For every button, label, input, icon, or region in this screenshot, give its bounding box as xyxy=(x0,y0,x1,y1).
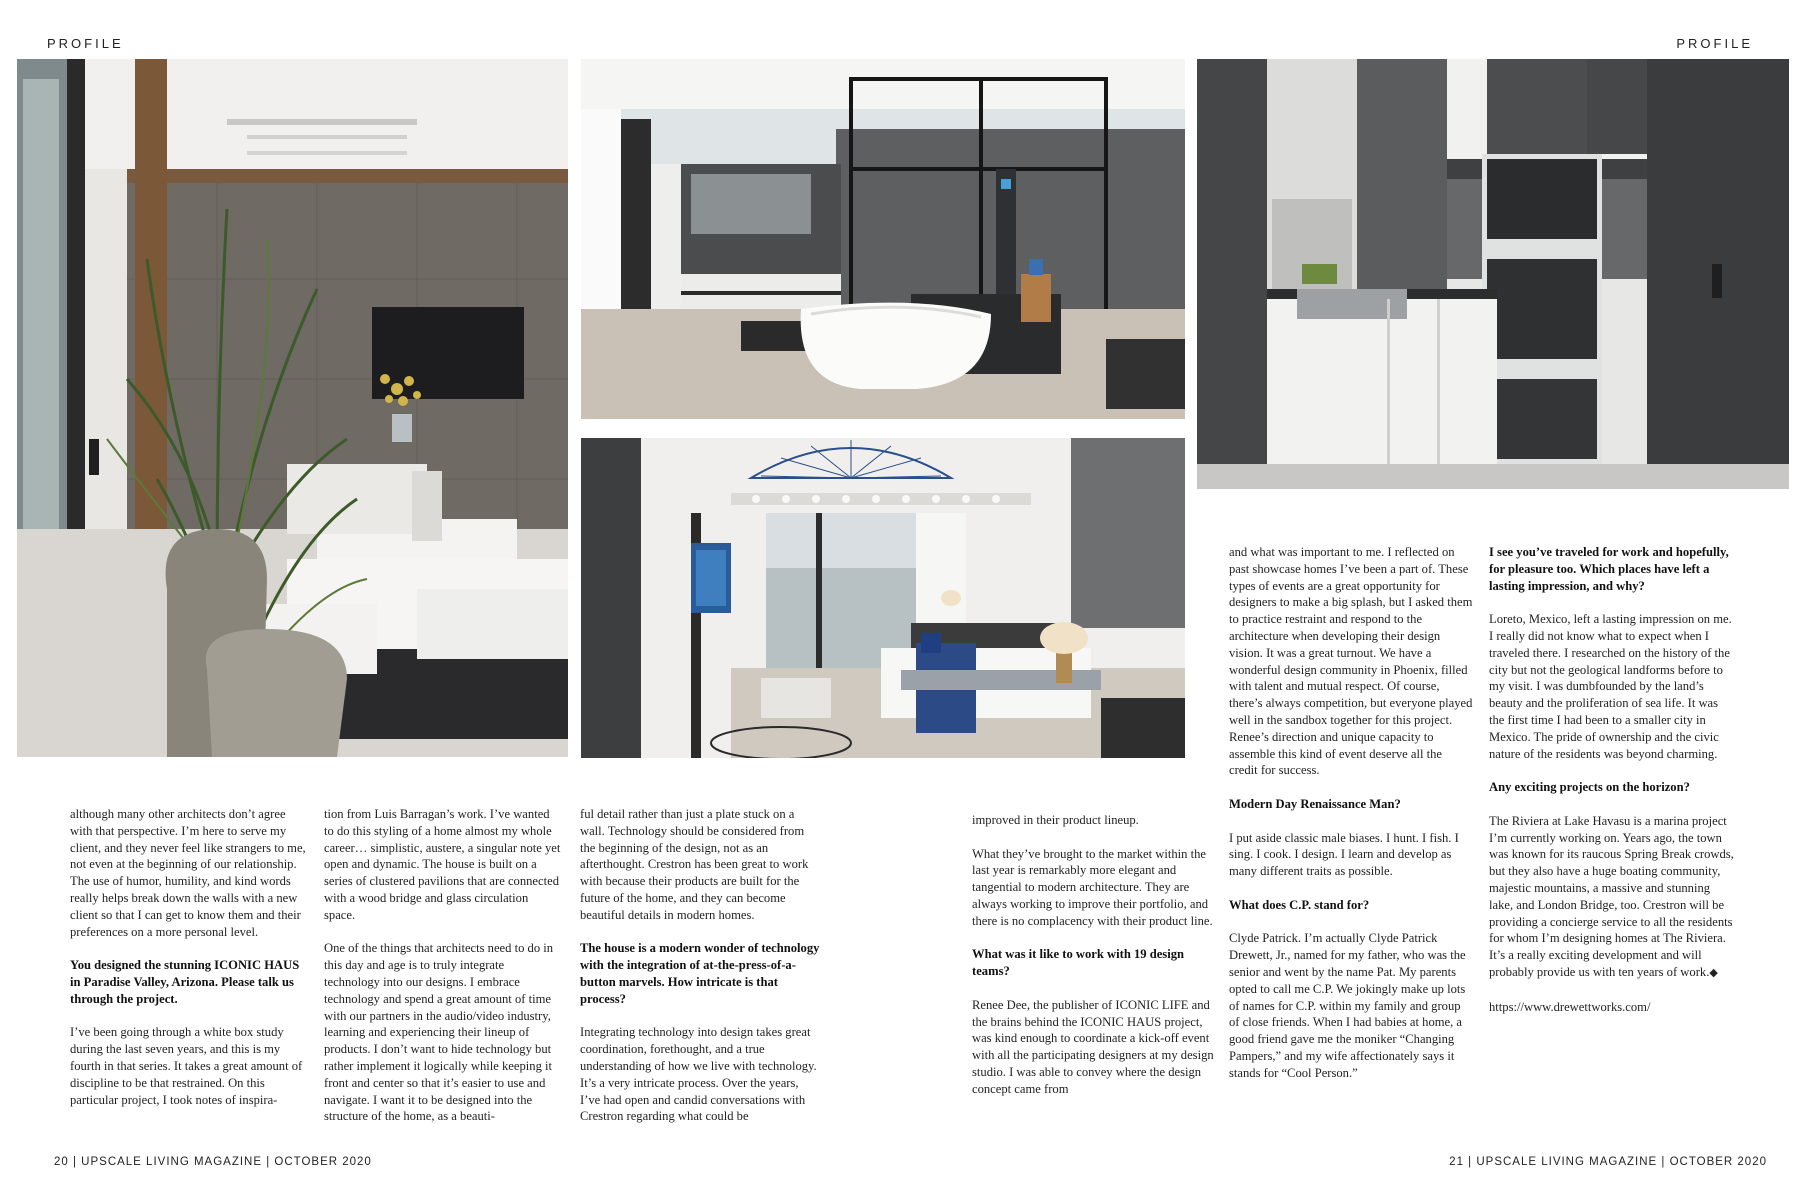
interview-question: What was it like to work with 19 design teams? xyxy=(972,947,1185,979)
section-label-left: PROFILE xyxy=(47,36,124,51)
article-column xyxy=(70,806,306,1108)
paragraph: I put aside classic male biases. I hunt. I fish. I sing. I cook. I design. I learn and develop as many different traits as possible. xyxy=(1229,830,1459,879)
article-column xyxy=(580,806,820,1125)
paragraph: Clyde Patrick. I’m actually Clyde Patrick Drewett, Jr., named for my father, who was the senior and went by the name Pat. My parents opted to call me C.P. We jokingly make up lots of names for C.P. within my family and group of close friends. When I had babies at home, a good friend gave me the moniker “Changing Pampers,” and my wife affectionately says it stands for “Cool Person.” xyxy=(1229,931,1466,1080)
paragraph: Renee Dee, the publisher of ICONIC LIFE and the brains behind the ICONIC HAUS project, was kind enough to coordinate a kick-off event with all the participating designers at my design studio. I was able to convey where the design concept came from xyxy=(972,997,1214,1096)
paragraph: improved in their product lineup. xyxy=(972,813,1139,827)
paragraph: although many other architects don’t agree with that perspective. I’m here to serve my client, and they never feel like strangers to me, not even at the beginning of our relationship. The use of humor, humility, and kind words really helps break down the walls with a new client so that I can get to know them and their preferences on a more personal level. xyxy=(70,807,306,939)
paragraph-text: The Riviera at Lake Havasu is a marina project I’m currently working on. Years ago, the town was known for its raucous Spring Break crowds, but they also have a huge boating community, majestic mountains, a massive and stunning lake, and London Bridge, too. Crestron will be providing a concierge service to all the residents for whom I’m designing homes at The Riviera. It’s a really exciting development and will probably provide us with ten years of work. xyxy=(1489,813,1734,979)
end-mark-icon: ◆ xyxy=(1709,965,1718,979)
interview-question: I see you’ve traveled for work and hopefully, for pleasure too. Which places have left a lasting impression, and why? xyxy=(1489,545,1729,593)
article-column xyxy=(1229,544,1473,1082)
paragraph: Loreto, Mexico, left a lasting impression on me. I really did not know what to expect when I traveled there. I researched on the history of the city but not the geological landforms before to my visit. I was dumbfounded by the land’s beauty and the proliferation of sea life. It was the first time I had been to a smaller city in Mexico. The pride of ownership and the civic nature of the residents was beyond charming. xyxy=(1489,612,1732,761)
bedroom-photo xyxy=(581,438,1185,758)
paragraph: ful detail rather than just a plate stuck on a wall. Technology should be considered from the beginning of the design, not as an afterthought. Crestron has been great to work with because their products are built for the future of the home, and they can become beautiful details in modern homes. xyxy=(580,807,809,922)
footer-left: 20 | UPSCALE LIVING MAGAZINE | OCTOBER 2020 xyxy=(54,1156,372,1168)
interview-question: Any exciting projects on the horizon? xyxy=(1489,780,1690,795)
article-column xyxy=(972,812,1214,1098)
paragraph: One of the things that architects need to do in this day and age is to truly integrate technology into our designs. I embrace technology and spend a great amount of time with our partners in the audio/video industry, learning and experiencing their lineup of products. I don’t want to hide technology but rather implement it logically while keeping it front and center so that it’s easier to use and navigate. I want it to be designed into the structure of the home, as a beauti- xyxy=(324,941,554,1124)
article-column xyxy=(324,806,562,1125)
paragraph: and what was important to me. I reflected on past showcase homes I’ve been a part of. These types of events are a great opportunity for designers to make a big splash, but I asked them to practice restraint and respond to the architecture when developing their design vision. It was a great turnout. We have a wonderful design community in Phoenix, filled with talent and mutual respect. Of course, there’s always competition, but everyone played well in the sandbox together for this project. Renee’s direction and unique capacity to assemble this kind of event deserve all the credit for success. xyxy=(1229,545,1473,778)
paragraph: What they’ve brought to the market within the last year is remarkably more elegant and tangential to modern architecture. They are always working to improve their portfolio, and there is no complacency with their product line. xyxy=(972,846,1213,928)
interview-question: What does C.P. stand for? xyxy=(1229,897,1370,912)
paragraph xyxy=(1489,813,1735,982)
section-label-right: PROFILE xyxy=(1676,36,1753,51)
interview-question: You designed the stunning ICONIC HAUS in Paradise Valley, Arizona. Please talk us through the project. xyxy=(70,958,300,1006)
interview-question: The house is a modern wonder of technology with the integration of at-the-press-of-a-button marvels. How intricate is that process? xyxy=(580,941,820,1006)
bathroom-photo xyxy=(581,59,1185,419)
living-room-photo xyxy=(17,59,568,757)
paragraph: I’ve been going through a white box study during the last seven years, and this is my fourth in that series. It takes a great amount of discipline to be that restrained. On this particular project, I took notes of inspira- xyxy=(70,1025,303,1107)
footer-right: 21 | UPSCALE LIVING MAGAZINE | OCTOBER 2020 xyxy=(1449,1156,1767,1168)
paragraph: tion from Luis Barragan’s work. I’ve wanted to do this styling of a home almost my whole career… simplistic, austere, a singular note yet open and dynamic. The house is built on a series of clustered pavilions that are connected with a wood bridge and glass circulation space. xyxy=(324,807,561,922)
interview-question: Modern Day Renaissance Man? xyxy=(1229,796,1401,811)
kitchen-photo xyxy=(1197,59,1789,489)
paragraph: Integrating technology into design takes great coordination, forethought, and a true understanding of how we live with technology. It’s a very intricate process. Over the years, I’ve had open and candid conversations with Crestron regarding what could be xyxy=(580,1025,817,1124)
article-column xyxy=(1489,544,1735,1015)
website-url[interactable]: https://www.drewettworks.com/ xyxy=(1489,999,1651,1014)
